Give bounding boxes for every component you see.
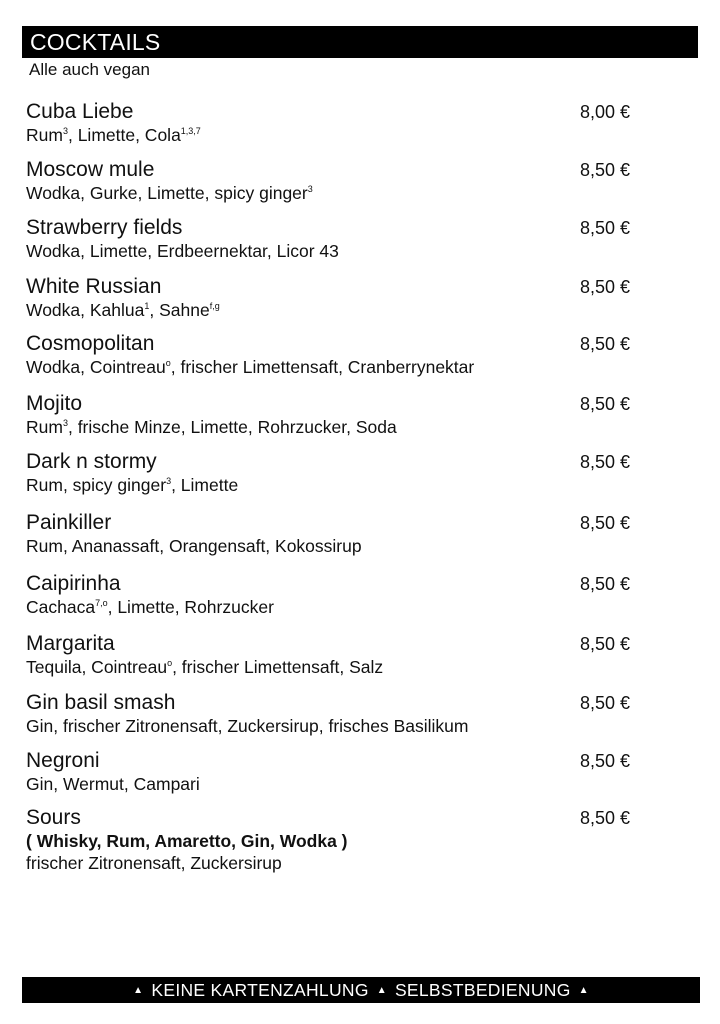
item-ingredients (26, 596, 646, 618)
item-name: White Russian (26, 275, 162, 298)
item-price: 8,50 € (580, 394, 631, 414)
item-price: 8,50 € (580, 513, 631, 533)
ingredient-text: , frischer Limettensaft, Cranberrynektar (170, 357, 475, 377)
item-price: 8,00 € (580, 102, 631, 122)
item-variants: ( Whisky, Rum, Amaretto, Gin, Wodka ) (26, 831, 348, 851)
footer-banner (22, 977, 700, 1003)
allergen-footnote: f,g (209, 301, 220, 311)
footer-no-card-payment: KEINE KARTENZAHLUNG (151, 979, 369, 1000)
allergen-footnote: 3 (166, 476, 172, 486)
ingredient-text: , Limette (171, 475, 239, 495)
menu-item (26, 806, 646, 874)
item-name: Sours (26, 806, 81, 829)
menu-item (26, 275, 646, 321)
ingredient-text: Tequila, Cointreau (26, 657, 168, 677)
menu-item (26, 691, 646, 737)
allergen-footnote: o (167, 658, 173, 668)
ingredient-text: Rum, spicy ginger (26, 475, 167, 495)
menu-item (26, 572, 646, 618)
ingredient-text: Wodka, Cointreau (26, 357, 166, 377)
item-price: 8,50 € (580, 218, 631, 238)
ingredient-text: Cachaca (26, 597, 96, 617)
item-price: 8,50 € (580, 634, 631, 654)
item-name: Negroni (26, 749, 100, 772)
item-name: Moscow mule (26, 158, 155, 181)
item-name: Cosmopolitan (26, 332, 155, 355)
ingredient-text: Rum (26, 125, 63, 145)
item-ingredients (26, 124, 646, 146)
ingredient-text: , frischer Limettensaft, Salz (172, 657, 384, 677)
item-name: Cuba Liebe (26, 100, 134, 123)
item-ingredients (26, 474, 646, 496)
item-price: 8,50 € (580, 160, 631, 180)
item-ingredients (26, 535, 646, 557)
item-ingredients (26, 182, 646, 204)
allergen-footnote: 1,3,7 (180, 126, 201, 136)
item-ingredients (26, 416, 646, 438)
menu-item (26, 216, 646, 262)
section-title: COCKTAILS (30, 29, 161, 55)
item-name: Gin basil smash (26, 691, 176, 714)
allergen-footnote: 3 (62, 126, 68, 136)
ingredient-text: , Limette, Cola (67, 125, 181, 145)
triangle-icon: ▲ (578, 984, 589, 996)
menu-item (26, 749, 646, 795)
item-ingredients (26, 240, 646, 262)
item-name: Strawberry fields (26, 216, 183, 239)
item-price: 8,50 € (580, 452, 631, 472)
ingredient-text: Rum (26, 417, 63, 437)
menu-item (26, 511, 646, 557)
item-ingredients (26, 715, 646, 737)
item-ingredients (26, 656, 646, 678)
menu-item (26, 392, 646, 438)
ingredient-text: Wodka, Kahlua (26, 300, 145, 320)
ingredient-text: , Limette, Rohrzucker (107, 597, 274, 617)
item-price: 8,50 € (580, 808, 631, 828)
item-price: 8,50 € (580, 751, 631, 771)
item-ingredients (26, 299, 646, 321)
item-price: 8,50 € (580, 693, 631, 713)
ingredient-text: Wodka, Gurke, Limette, spicy ginger (26, 183, 308, 203)
section-header (22, 26, 698, 58)
allergen-footnote: 1 (144, 301, 150, 311)
ingredient-text: , Sahne (149, 300, 210, 320)
allergen-footnote: 3 (62, 418, 68, 428)
menu-item (26, 100, 646, 146)
menu-item (26, 450, 646, 496)
allergen-footnote: o (165, 358, 171, 368)
allergen-footnote: 7,o (95, 598, 108, 608)
item-name: Dark n stormy (26, 450, 157, 473)
ingredient-text: Gin, Wermut, Campari (26, 774, 200, 794)
item-name: Margarita (26, 632, 115, 655)
section-subtitle: Alle auch vegan (29, 60, 150, 79)
footer-self-service: SELBSTBEDIENUNG (394, 979, 571, 1000)
triangle-icon: ▲ (376, 984, 387, 996)
ingredient-text: Gin, frischer Zitronensaft, Zuckersirup, frisches Basilikum (26, 716, 469, 736)
item-ingredients (26, 773, 646, 795)
ingredient-text: Rum, Ananassaft, Orangensaft, Kokossirup (26, 536, 362, 556)
menu-item (26, 632, 646, 678)
item-ingredients (26, 356, 646, 378)
allergen-footnote: 3 (307, 184, 313, 194)
ingredient-text: , frische Minze, Limette, Rohrzucker, Soda (67, 417, 397, 437)
item-name: Caipirinha (26, 572, 121, 595)
ingredient-text: Wodka, Limette, Erdbeernektar, Licor 43 (26, 241, 339, 261)
menu-item (26, 158, 646, 204)
ingredient-text: frischer Zitronensaft, Zuckersirup (26, 853, 282, 873)
triangle-icon: ▲ (133, 984, 144, 996)
item-price: 8,50 € (580, 277, 631, 297)
item-name: Painkiller (26, 511, 112, 534)
item-price: 8,50 € (580, 574, 631, 594)
item-name: Mojito (26, 392, 83, 415)
menu-item (26, 332, 646, 378)
item-ingredients (26, 852, 646, 874)
item-price: 8,50 € (580, 334, 631, 354)
